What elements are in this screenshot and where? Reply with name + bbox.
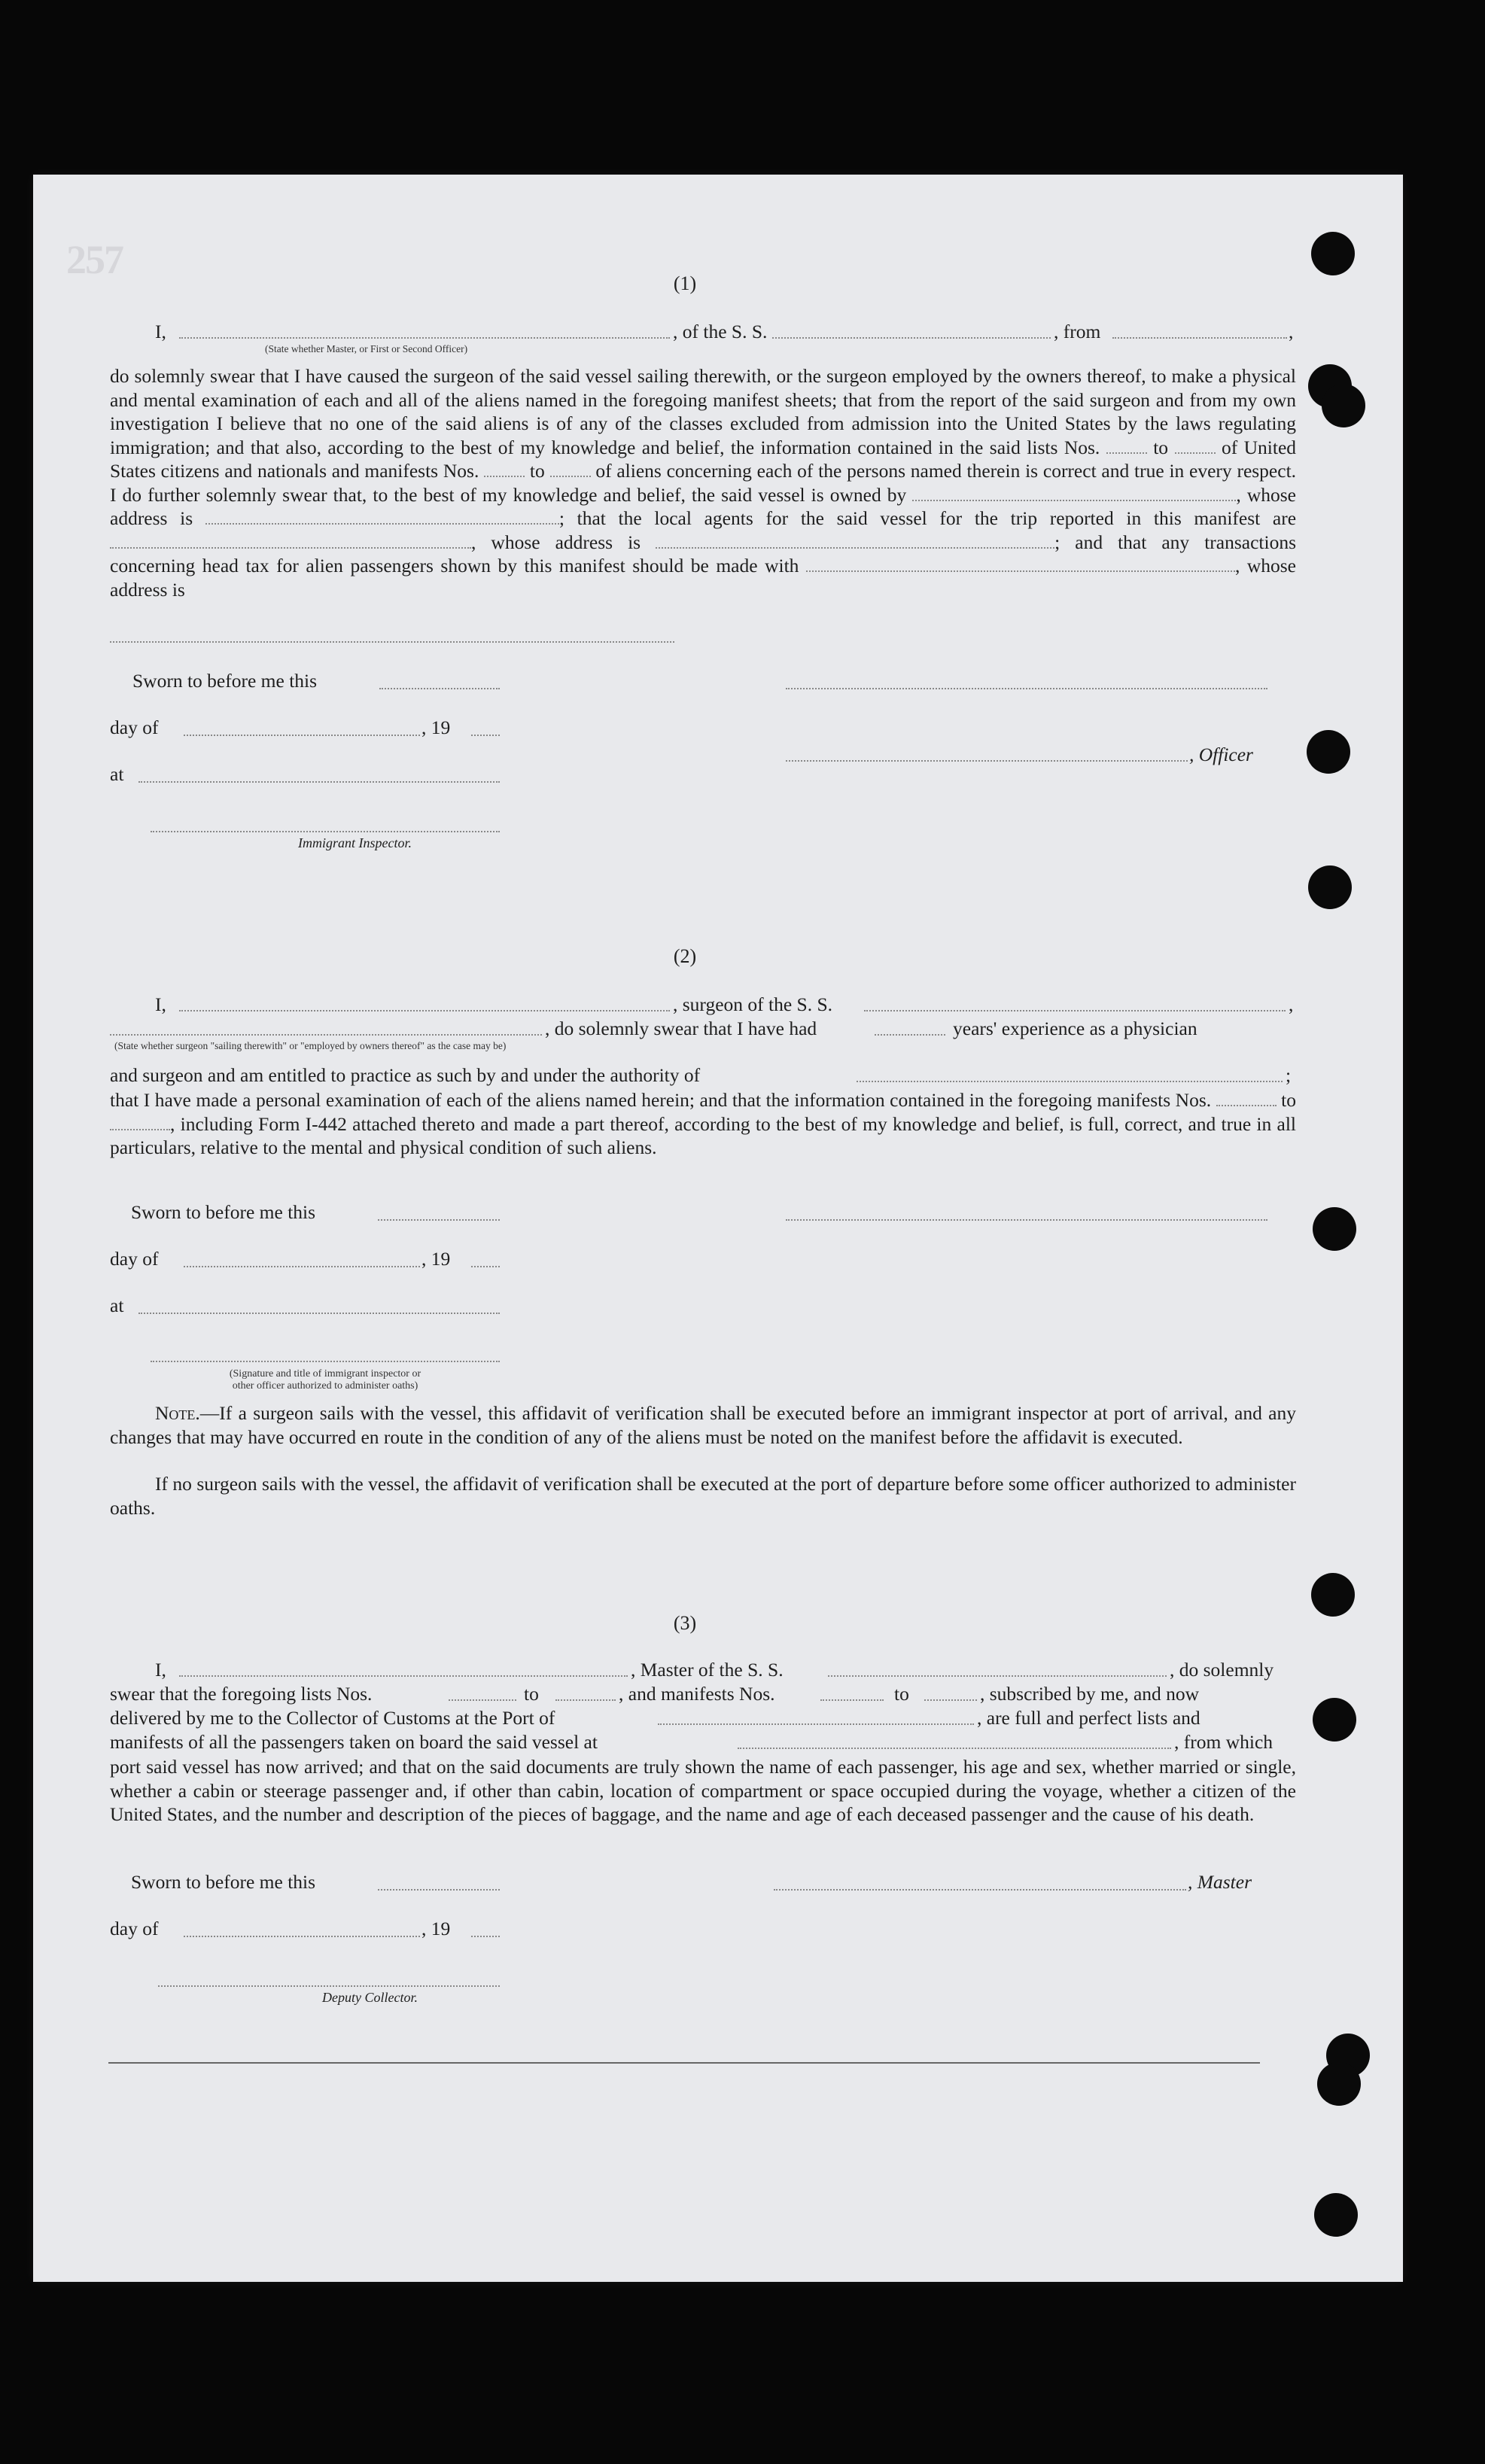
sec1-semicolon: ; [558,507,564,529]
sec3-day-field[interactable] [184,1934,420,1937]
sec3-full-label: , are full and perfect lists and [977,1707,1200,1729]
sec2-manifests-from-field[interactable] [1216,1091,1277,1106]
sec1-lists-to-field[interactable] [1175,439,1216,454]
sec3-port-field[interactable] [658,1722,974,1725]
sec2-to: to [1281,1089,1297,1111]
sec1-inspector-label: Immigrant Inspector. [298,835,412,850]
sec1-manifests-to-field[interactable] [550,462,591,477]
sec2-note-text: —If a surgeon sails with the vessel, this affidavit of verification shall be executed before an immigrant inspector at port of arrival, and any changes that may have occurred en route in the condition of any of the aliens must be noted on the manifest before the affidavit is executed. [110,1402,1296,1448]
punch-hole [1314,2193,1358,2237]
sec3-swear-lists-label: swear that the foregoing lists Nos. [110,1683,373,1705]
sec2-swear-label: , do solemnly swear that I have had [545,1018,817,1039]
page-stamp: 257 [66,237,123,282]
sec1-officer-signature-field[interactable] [786,759,1188,762]
sec2-name-field[interactable] [179,1008,670,1011]
sec2-paragraph [110,1088,1296,1160]
sec3-departure-port-field[interactable] [738,1746,1171,1749]
sec1-head-tax: ; and that any transactions concerning head tax for alien passengers shown by this manifest should be made with [110,531,1297,576]
sec2-year-field[interactable] [471,1264,500,1267]
form-page [33,175,1403,2282]
sec1-owner-field[interactable] [912,486,1236,501]
sec1-final-address-field[interactable] [110,640,674,643]
sec1-at-field[interactable] [138,780,500,783]
sec2-note [110,1401,1296,1449]
sec1-head-tax-field[interactable] [806,557,1235,572]
sec1-inspector-signature-field[interactable] [151,829,500,832]
sec1-whose-address-end: , whose address is [110,555,1297,601]
sec3-year-field[interactable] [471,1934,500,1937]
sec2-authority-label: and surgeon and am entitled to practice as such by and under the authority of [110,1064,701,1086]
sec2-signature-caption-line-2: other officer authorized to administer oaths) [232,1380,418,1392]
sec1-whose-address-is: whose address is [491,531,641,553]
sec1-sworn-label: Sworn to before me this [132,670,318,692]
sec1-owner-address-field[interactable] [205,510,559,525]
sec2-sworn-date-field[interactable] [378,1218,500,1221]
sec3-to-2: to [894,1683,909,1705]
punch-hole [1322,384,1365,427]
sec2-i-label: I, [155,993,166,1015]
sec2-authority-field[interactable] [857,1079,1283,1082]
punch-hole [1308,865,1352,909]
sec2-signature-caption [151,1368,500,1392]
sec1-year-field[interactable] [471,733,500,736]
sec3-manifests-from-field[interactable] [820,1698,884,1701]
section-1-number: (1) [673,272,697,294]
sec2-sailing-field[interactable] [110,1033,542,1036]
sec3-manifests-to-field[interactable] [924,1698,977,1701]
punch-hole [1313,1207,1356,1251]
sec3-lists-from-field[interactable] [449,1698,516,1701]
sec2-day-field[interactable] [184,1264,420,1267]
sec2-at-label: at [110,1294,124,1316]
sec1-agents-comma: , [471,531,476,553]
sec1-year-label: , 19 [421,716,451,738]
sec1-i-label: I, [155,321,166,342]
sec3-and-manifests-label: , and manifests Nos. [619,1683,775,1705]
sec2-text-a: that I have made a personal examination of each of the aliens named herein; and that the information contained in the foregoing manifests Nos. [110,1089,1212,1111]
sec1-officer-field[interactable] [179,336,670,339]
sec2-manifests-to-field[interactable] [110,1115,170,1130]
sec2-years-label: years' experience as a physician [953,1018,1197,1039]
sec3-deputy-signature-field[interactable] [158,1984,500,1987]
sec2-note-label: Note. [155,1402,200,1424]
sec3-from-which-label: , from which [1174,1731,1274,1753]
sec1-from-field[interactable] [1112,336,1287,339]
sec2-comma: , [1289,993,1294,1015]
sec3-sworn-label: Sworn to before me this [131,1871,316,1893]
sec3-deputy-label: Deputy Collector. [322,1990,418,2005]
sec1-manifests-from-field[interactable] [484,462,525,477]
sec1-to-2: to [529,460,545,482]
sec1-text-us: of United States citizens and nationals and manifests Nos. [110,436,1297,482]
sec2-sworn-label: Sworn to before me this [131,1201,316,1223]
sec3-lists-to-field[interactable] [555,1698,616,1701]
sec2-at-field[interactable] [138,1311,500,1314]
punch-hole [1307,730,1350,774]
sec3-to-1: to [524,1683,539,1705]
sec2-vessel-field[interactable] [864,1008,1286,1011]
sec1-comma: , [1289,321,1294,342]
sec1-text-aliens: of aliens concerning each of the persons named therein is correct and true in every respect. I do further solemnly swear that, to the best of my knowledge and belief, the said vessel is owned by [110,460,1297,506]
sec3-delivered-label: delivered by me to the Collector of Customs at the Port of [110,1707,555,1729]
sec3-master-of-label: , Master of the S. S. [631,1659,784,1681]
sec2-semicolon: ; [1286,1064,1292,1086]
sec3-master-label: , Master [1188,1871,1252,1893]
section-3-number: (3) [673,1612,697,1634]
sec3-vessel-field[interactable] [828,1674,1167,1677]
sec1-of-ss-label: , of the S. S. [673,321,768,342]
sec3-i-label: I, [155,1659,166,1681]
sec3-day-of-label: day of [110,1918,159,1939]
punch-hole [1317,2062,1361,2106]
sec2-day-of-label: day of [110,1248,159,1270]
sec1-from-label: , from [1054,321,1101,342]
sec1-day-field[interactable] [184,733,420,736]
sec1-lists-from-field[interactable] [1106,439,1147,454]
sec1-to-1: to [1153,436,1169,458]
sec3-subscribed-label: , subscribed by me, and now [980,1683,1200,1705]
sec1-whose-address: , whose address is [110,483,1296,529]
sec1-text-1: do solemnly swear that I have caused the surgeon of the said vessel sailing therewith, or the surgeon employed by the owners thereof, to make a physical and mental examination of each and all of the aliens named in the foregoing manifest sheets; that from the report of the said surgeon and from my own investigation I believe that no one of the said aliens is of any of the classes excluded from admission into the United States by the laws regulating immigration; and that also, according to the best of my knowledge and belief, the information contained in the said lists Nos. [110,365,1296,458]
sec3-manifests-all-label: manifests of all the passengers taken on board the said vessel at [110,1731,598,1753]
sec2-note-2 [110,1472,1296,1519]
sec1-sworn-date-field[interactable] [379,686,500,689]
punch-hole [1313,1698,1356,1742]
sec1-agents-field[interactable] [110,534,471,549]
sec2-years-field[interactable] [875,1033,945,1036]
sec1-officer-caption: (State whether Master, or First or Second Officer) [265,343,468,354]
sec1-paragraph [110,364,1296,601]
sec1-officer-label: , Officer [1189,744,1253,765]
punch-hole [1311,1573,1355,1617]
sec2-text-b: , including Form I-442 attached thereto and made a part thereof, according to the best of my knowledge and belief, is full, correct, and true in all particulars, relative to the mental and physical condition of such aliens. [110,1112,1296,1158]
sec2-surgeon-signature-field[interactable] [786,1218,1267,1221]
sec1-vessel-field[interactable] [772,336,1051,339]
sec3-sworn-date-field[interactable] [378,1888,500,1891]
sec1-agents-address-field[interactable] [656,534,1054,549]
sec1-officer-signature-top[interactable] [786,686,1267,689]
sec3-do-solemnly-label: , do solemnly [1170,1659,1274,1681]
sec3-paragraph [110,1755,1296,1827]
sec3-year-label: , 19 [421,1918,451,1939]
sec1-local-agents: that the local agents for the said vessel for the trip reported in this manifest are [577,507,1297,529]
punch-hole [1311,232,1355,275]
sec2-year-label: , 19 [421,1248,451,1270]
sec1-at-label: at [110,763,124,785]
bottom-rule [108,2062,1260,2064]
section-2-number: (2) [673,945,697,967]
sec2-note-2-text: If no surgeon sails with the vessel, the affidavit of verification shall be executed at the port of departure before some officer authorized to administer oaths. [110,1473,1296,1519]
sec3-master-signature-field[interactable] [774,1888,1186,1891]
sec3-text: port said vessel has now arrived; and that on the said documents are truly shown the name of each passenger, his age and sex, whether married or single, whether a cabin or steerage passenger and, if other than cabin, location of compartment or space occupied during the voyage, whether a citizen of the United States, and the number and description of the pieces of baggage, and the name and age of each deceased passenger and the cause of his death. [110,1756,1296,1825]
sec2-surgeon-of-label: , surgeon of the S. S. [673,993,833,1015]
sec3-name-field[interactable] [179,1674,628,1677]
sec1-day-of-label: day of [110,716,159,738]
sec2-signature-caption-line-1: (Signature and title of immigrant inspector or [229,1368,421,1380]
sec2-inspector-signature-field[interactable] [151,1359,500,1362]
sec2-caption: (State whether surgeon "sailing therewith" or "employed by owners thereof" as the case may be) [114,1040,507,1051]
